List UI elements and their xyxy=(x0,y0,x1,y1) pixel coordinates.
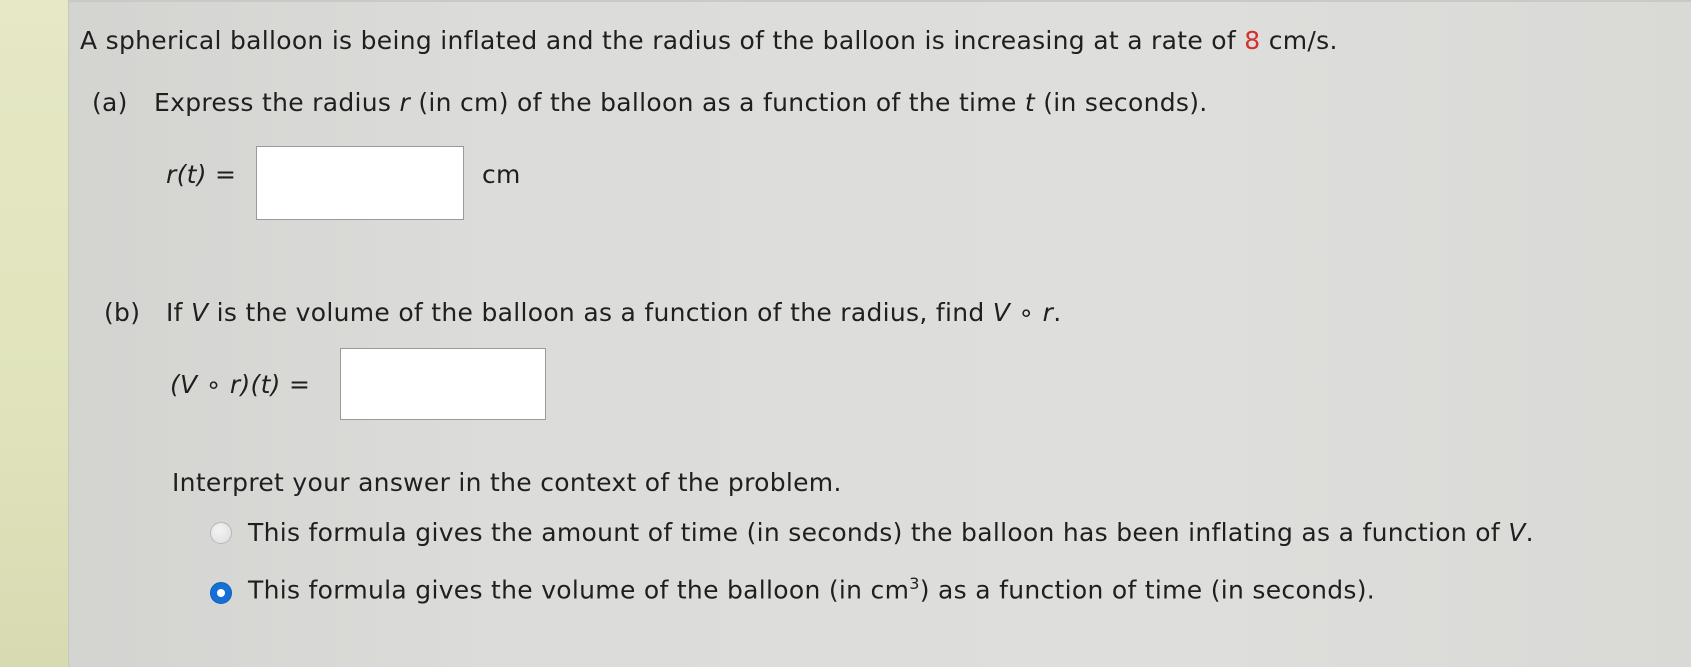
option-volume-label[interactable] xyxy=(248,574,1375,604)
var-V: V xyxy=(191,298,209,327)
option-volume-text-2: ) as a function of time (in seconds). xyxy=(919,575,1376,605)
part-a-marker: (a) xyxy=(92,88,128,117)
option-time-text-1: This formula gives the amount of time (in seconds) the balloon has been inflating as a function of xyxy=(248,518,1509,547)
problem-statement xyxy=(80,26,1338,55)
r-of-t-label: r(t) = xyxy=(166,160,237,189)
part-a-prompt-text-2: (in cm) of the balloon as a function of the time xyxy=(410,88,1025,117)
composition-answer-input[interactable] xyxy=(340,348,546,420)
option-time-text-2: . xyxy=(1525,518,1534,547)
cubed-superscript: 3 xyxy=(909,574,920,593)
top-divider xyxy=(68,0,1691,2)
rate-unit: cm/s. xyxy=(1260,26,1338,55)
option-volume-text-1: This formula gives the volume of the balloon (in cm xyxy=(248,575,910,605)
part-b-marker: (b) xyxy=(104,298,141,327)
part-b-prompt-text-2: is the volume of the balloon as a function of the radius, find xyxy=(208,298,993,327)
part-b-prompt xyxy=(104,298,1061,327)
interpret-prompt: Interpret your answer in the context of the problem. xyxy=(172,468,842,497)
part-b-lhs xyxy=(170,370,310,399)
radius-answer-input[interactable] xyxy=(256,146,464,220)
left-sidebar-strip xyxy=(0,0,69,667)
option-time-radio[interactable] xyxy=(210,522,232,544)
part-a-prompt-text-1: Express the radius xyxy=(154,88,400,117)
option-time-var: V xyxy=(1508,518,1526,547)
part-b-prompt-text-1: If xyxy=(166,298,192,327)
option-volume-radio[interactable] xyxy=(210,582,232,604)
part-b-prompt-text-3: . xyxy=(1053,298,1062,327)
composition-expression: V ∘ r xyxy=(992,298,1054,327)
part-a-prompt xyxy=(92,88,1208,117)
part-a-unit: cm xyxy=(482,160,521,189)
var-t: t xyxy=(1024,88,1035,117)
part-a-prompt-text-3: (in seconds). xyxy=(1034,88,1208,117)
option-time-label[interactable] xyxy=(248,518,1534,547)
rate-value: 8 xyxy=(1244,26,1261,55)
v-compose-r-label: (V ∘ r)(t) = xyxy=(170,370,311,399)
statement-text: A spherical balloon is being inflated and the radius of the balloon is increasing at a rate of xyxy=(80,26,1245,55)
var-r: r xyxy=(399,88,411,117)
part-a-lhs xyxy=(166,160,236,189)
